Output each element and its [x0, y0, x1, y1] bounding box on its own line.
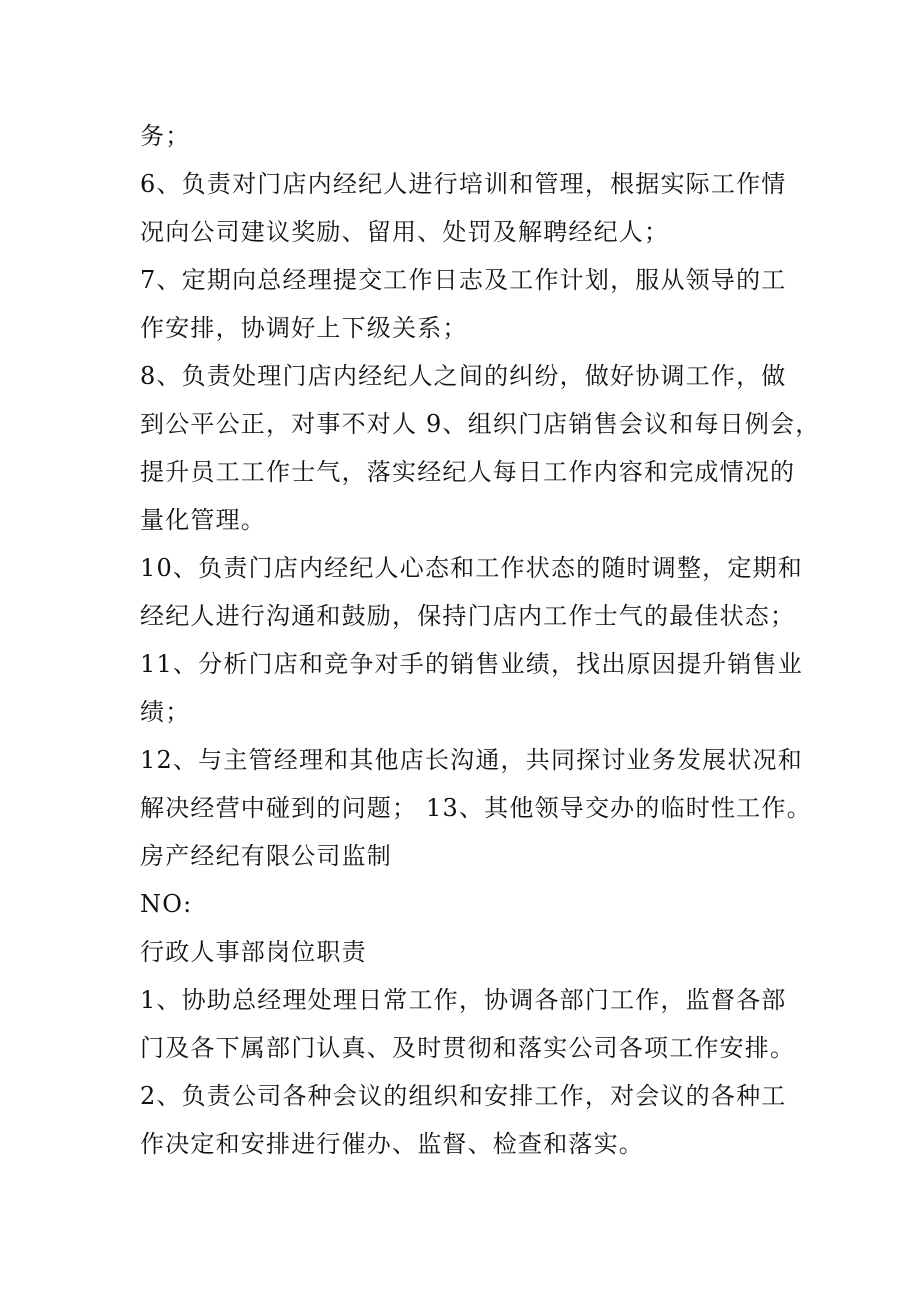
text-line: 12、与主管经理和其他店长沟通，共同探讨业务发展状况和: [140, 746, 803, 774]
text-line: 绩；: [140, 698, 191, 726]
text-line: 作安排，协调好上下级关系；: [140, 314, 468, 342]
text-line: 作决定和安排进行催办、监督、检查和落实。: [140, 1130, 644, 1158]
text-line: 提升员工工作士气，落实经纪人每日工作内容和完成情况的: [140, 458, 796, 486]
text-line: 2、负责公司各种会议的组织和安排工作，对会议的各种工: [140, 1082, 787, 1110]
text-line: 解决经营中碰到的问题； 13、其他领导交办的临时性工作。: [140, 794, 812, 822]
text-line: 经纪人进行沟通和鼓励，保持门店内工作士气的最佳状态；: [140, 602, 796, 630]
text-line: 量化管理。: [140, 506, 266, 534]
text-line: 7、定期向总经理提交工作日志及工作计划，服从领导的工: [140, 266, 787, 294]
company-label: 房产经纪有限公司监制: [140, 842, 392, 870]
text-line: 务；: [140, 122, 191, 150]
text-line: 8、负责处理门店内经纪人之间的纠纷，做好协调工作，做: [140, 362, 787, 390]
text-line: 到公平公正，对事不对人 9、组织门店销售会议和每日例会，: [140, 410, 821, 438]
text-line: 10、负责门店内经纪人心态和工作状态的随时调整，定期和: [140, 554, 803, 582]
text-line: 1、协助总经理处理日常工作，协调各部门工作，监督各部: [140, 986, 787, 1014]
text-line: 6、负责对门店内经纪人进行培训和管理，根据实际工作情: [140, 170, 787, 198]
text-line: 11、分析门店和竞争对手的销售业绩，找出原因提升销售业: [140, 650, 803, 678]
number-label: NO:: [140, 890, 193, 918]
text-line: 门及各下属部门认真、及时贯彻和落实公司各项工作安排。: [140, 1034, 796, 1062]
text-line: 况向公司建议奖励、留用、处罚及解聘经纪人；: [140, 218, 670, 246]
section-title: 行政人事部岗位职责: [140, 938, 367, 966]
